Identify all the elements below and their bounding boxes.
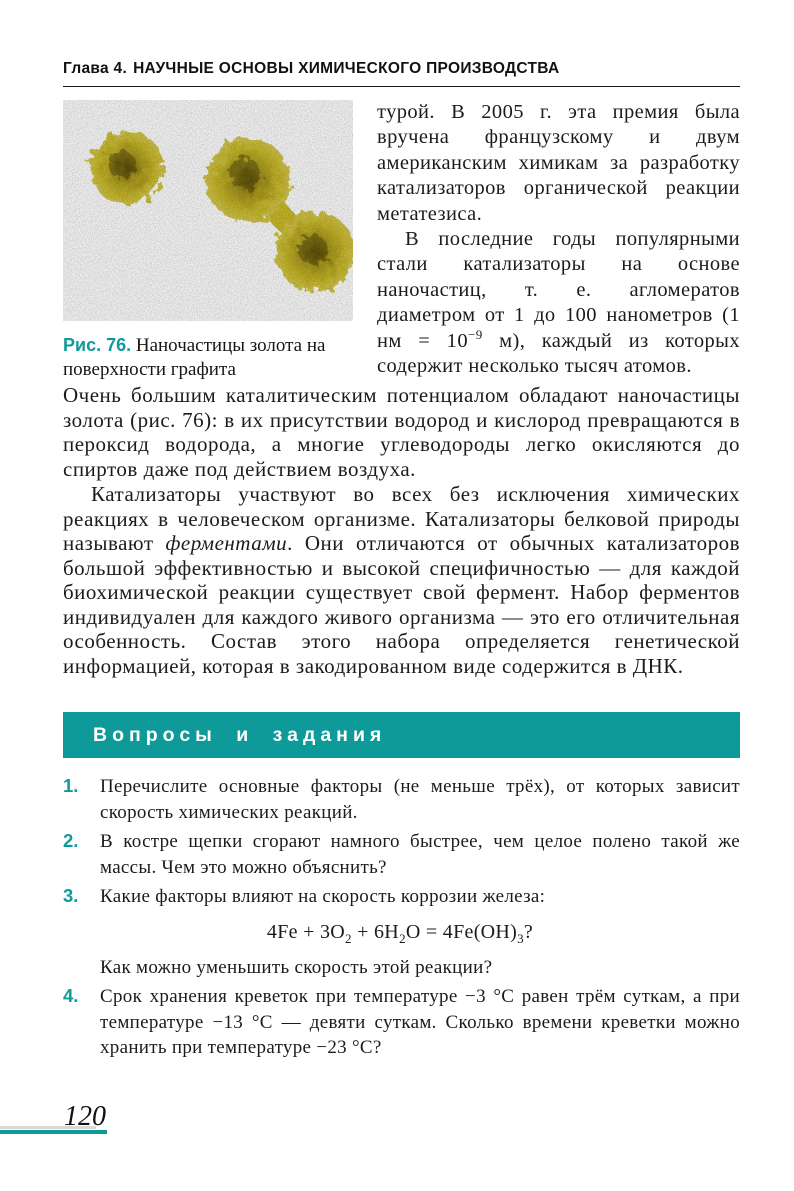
intro-column [377,100,740,382]
figure-76 [63,100,353,382]
questions-banner [63,712,740,758]
question-text: Перечислите основные факторы (не меньше трёх), от которых зависит скорость химических реакций. [100,776,740,823]
question-number: 4. [63,985,79,1006]
chemical-equation: $4Fe + 3O_2 + 6H_2O = 4Fe(OH)_3$? [266,920,534,946]
questions-list [63,774,740,1061]
paragraph-nanoparticles: В последние годы популярными стали катализаторы на основе наночастиц, т. е. агломератов диаметром от 1 до 100 нанометров (1 нм = $10^{-9}$ м), каждый из которых содержит несколько тысяч атомов. [377,228,740,378]
question-item-2 [63,829,740,880]
chapter-title: НАУЧНЫЕ ОСНОВЫ ХИМИЧЕСКОГО ПРОИЗВОДСТВА [133,60,560,77]
chapter-label: Глава 4. [63,60,128,77]
paragraph-enzymes: Катализаторы участвуют во всех без исключения химических реакциях в человеческом организме. Катализаторы белковой природы называют ферментами. Они отличаются от обычных катализаторов большой эффективностью и высокой специфичностью — для каждой биохимической реакции существует свой фермент. Набор ферментов индивидуален для каждого живого организма — это его отличительная особенность. Состав этого набора определяется генетической информацией, которая в закодированном виде содержится в ДНК. [63,482,740,678]
question-number: 3. [63,885,79,906]
question-text: В костре щепки сгорают намного быстрее, чем целое полено такой же массы. Чем это можно объяснить? [100,831,740,878]
chapter-header [63,0,740,87]
page-number: 120 [64,1101,106,1132]
question-text: Срок хранения креветок при температуре −3 °С равен трём суткам, а при температуре −13 °С — девяти суткам. Сколько времени креветки можно хранить при температуре −23 °С? [100,986,740,1058]
questions-banner-title: Вопросы и задания [93,723,387,746]
figure-caption-text: Наночастицы золота на поверхности графита [63,335,326,380]
question-followup: Как можно уменьшить скорость этой реакции? [100,956,493,978]
question-item-1 [63,774,740,825]
paragraph-gold-catalysis: Очень большим каталитическим потенциалом обладают наночастицы золота (рис. 76): в их присутствии водород и кислород превращаются в пероксид водорода, а многие углеводороды легко окисляются до спиртов даже под действием воздуха. [63,383,740,481]
question-item-3 [63,884,740,980]
term-enzymes: ферментами [165,531,288,555]
superscript-exponent: −9 [468,326,483,342]
question-item-4 [63,984,740,1061]
intro-section [63,100,740,382]
figure-caption-label: Рис. 76. [63,335,132,355]
question-text: Какие факторы влияют на скорость коррозии железа: [100,886,546,907]
gold-nanoparticles-micrograph [63,100,353,321]
figure-caption [63,333,353,382]
paragraph-continued: турой. В 2005 г. эта премия была вручена французскому и двум американским химикам за разработку катализаторов органической реакции метатезиса. [377,101,740,225]
question-number: 1. [63,775,79,796]
question-number: 2. [63,830,79,851]
